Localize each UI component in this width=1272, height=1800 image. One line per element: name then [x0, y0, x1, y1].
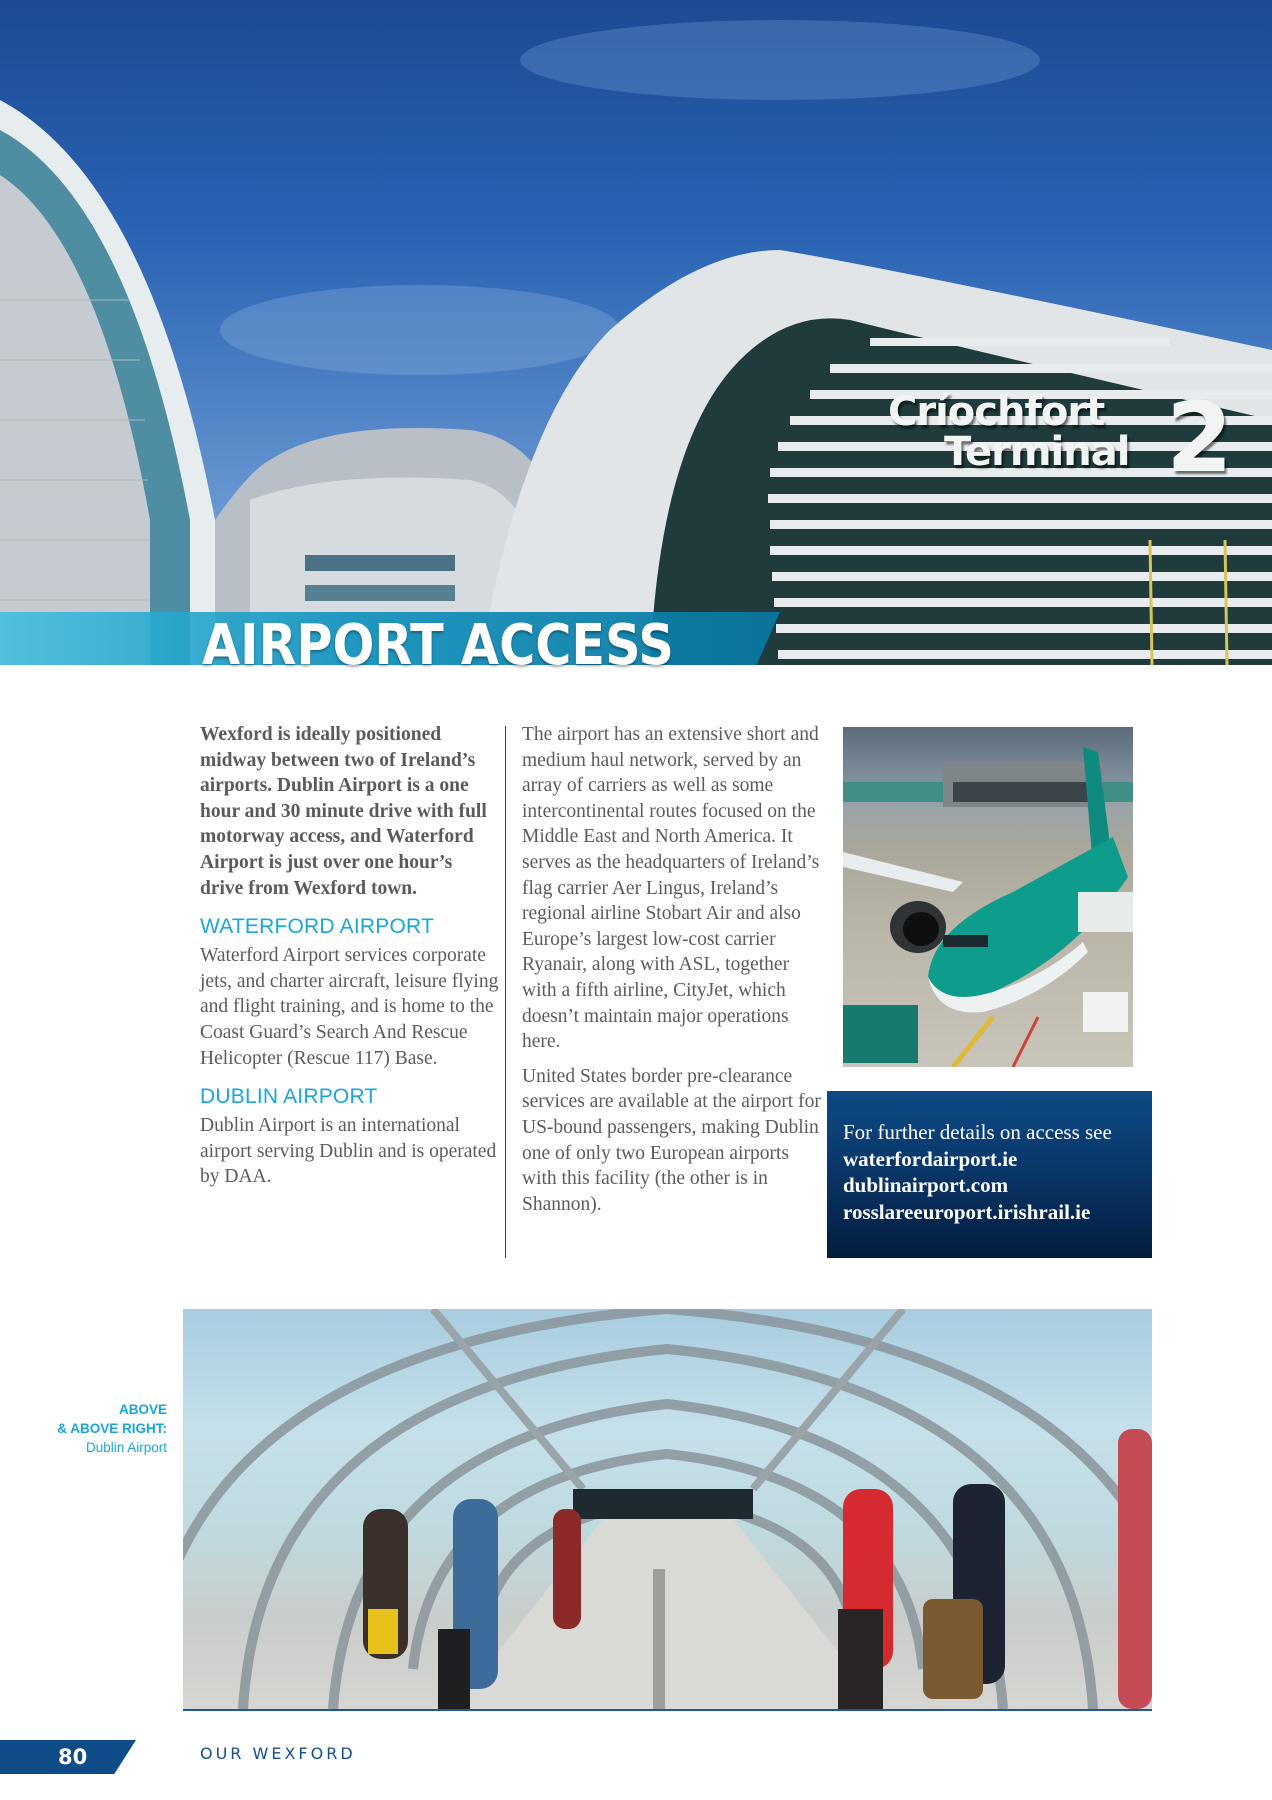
walkway-image	[183, 1309, 1152, 1709]
intro-paragraph: Wexford is ideally positioned midway between two of Ireland’s airports. Dublin Airport is a one hour and 30 minute drive with full motorway access, and Waterford Airport is just over one hour’s drive from Wexford town.	[200, 724, 487, 899]
section-title-banner	[0, 612, 780, 678]
terminal-2-sign	[888, 382, 1232, 494]
caption-text: Dublin Airport	[85, 1440, 167, 1455]
preclearance-paragraph: United States border pre-clearance services are available at the airport for US-bound passengers, making Dublin one of only two European airports with this facility (the other is in Shannon).	[522, 1065, 821, 1215]
carriers-paragraph: The airport has an extensive short and medium haul network, served by an array of carriers as well as some intercontinental routes focused on the Middle East and North America. It serves as the headquarters of Ireland’s flag carrier Aer Lingus, Ireland’s regional airline Stobart Air and also Europe’s largest low-cost carrier Ryanair, along with ASL, together with a fifth airline, CityJet, which doesn’t maintain major operations here.	[522, 724, 820, 1053]
sign-line-2: Terminal	[944, 429, 1130, 475]
page-number: 80	[58, 1745, 88, 1769]
photo-caption	[40, 1400, 167, 1457]
heading-waterford-airport: WATERFORD AIRPORT	[200, 915, 435, 939]
publication-title: OUR WEXFORD	[200, 1744, 356, 1763]
link-rosslareeuroport[interactable]: rosslareeuroport.irishrail.ie	[843, 1199, 1091, 1224]
column-2	[522, 722, 822, 1217]
link-waterfordairport[interactable]: waterfordairport.ie	[843, 1146, 1018, 1171]
dublin-airport-body: Dublin Airport is an international airport serving Dublin and is operated by DAA.	[200, 1115, 497, 1188]
terminal-building-illustration	[0, 0, 1272, 665]
page-title: AIRPORT ACCESS	[202, 613, 674, 678]
further-details-box	[827, 1091, 1152, 1258]
link-dublinairport[interactable]: dublinairport.com	[843, 1173, 1009, 1197]
column-divider	[505, 726, 506, 1258]
heading-dublin-airport: DUBLIN AIRPORT	[200, 1085, 378, 1109]
glass-walkway-illustration	[183, 1309, 1152, 1709]
sign-number: 2	[1166, 382, 1232, 494]
column-1	[200, 722, 500, 1190]
waterford-airport-body: Waterford Airport services corporate jets, and charter aircraft, leisure flying and flight training, and is home to the Coast Guard’s Search And Rescue Helicopter (Rescue 117) Base.	[200, 945, 499, 1069]
photo-bottom-rule	[183, 1709, 1152, 1711]
aer-lingus-plane-image	[843, 727, 1133, 1067]
sign-line-1: Críochfort	[888, 389, 1105, 435]
aircraft-illustration	[843, 727, 1133, 1067]
caption-label-above-right: & ABOVE RIGHT:	[57, 1421, 167, 1436]
hero-image	[0, 0, 1272, 665]
caption-label-above: ABOVE	[118, 1402, 167, 1417]
further-details-intro: For further details on access see	[843, 1120, 1112, 1144]
